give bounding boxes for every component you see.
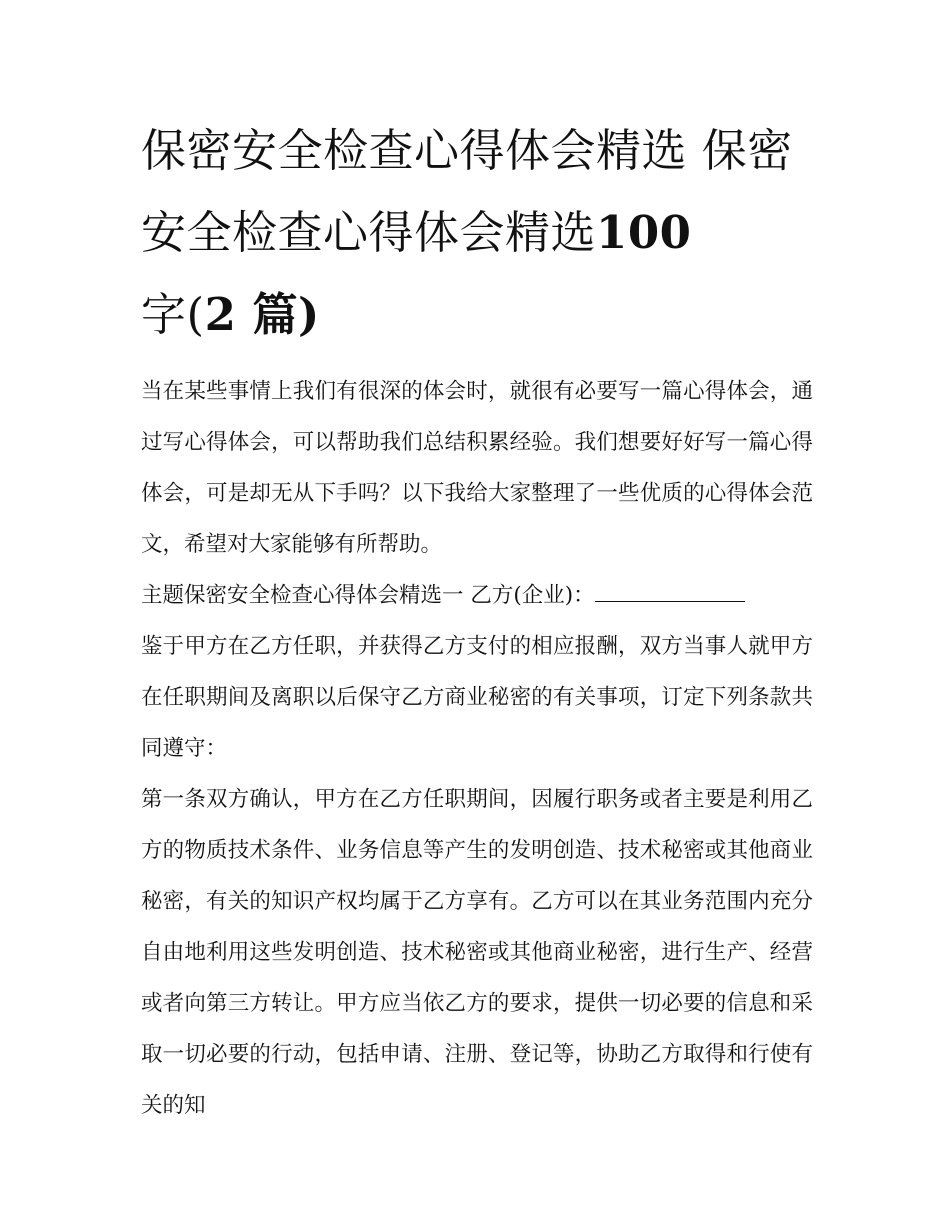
title-text-1: 保密安全检查心得体会精选 保密安全检查心得体会精选 <box>141 124 793 259</box>
article-one-paragraph: 第一条双方确认，甲方在乙方任职期间，因履行职务或者主要是利用乙方的物质技术条件、业务信息等产生的发明创造、技术秘密或其他商业秘密，有关的知识产权均属于乙方享有。乙方可以在其业务范围内充分自由地利用这些发明创造、技术秘密或其他商业秘密，进行生产、经营或者向第三方转让。甲方应当依乙方的要求，提供一切必要的信息和采取一切必要的行动，包括申请、注册、登记等，协助乙方取得和行使有关的知 <box>141 787 813 1118</box>
document-title <box>141 110 813 356</box>
title-number-2: 2 <box>204 288 237 341</box>
subject-line <box>141 570 813 621</box>
preamble-paragraph: 鉴于甲方在乙方任职，并获得乙方支付的相应报酬，双方当事人就甲方在任职期间及离职以后保守乙方商业秘密的有关事项，订定下列条款共同遵守： <box>141 634 813 761</box>
subject-text: 主题保密安全检查心得体会精选一 乙方(企业)： <box>141 583 595 608</box>
blank-underline <box>595 583 745 602</box>
title-number: 100 <box>596 206 692 259</box>
title-text-2: 字( <box>141 288 205 341</box>
document-body <box>141 366 813 1131</box>
title-text-3: 篇) <box>236 288 320 341</box>
document-page <box>141 110 813 1131</box>
intro-paragraph: 当在某些事情上我们有很深的体会时，就很有必要写一篇心得体会，通过写心得体会，可以帮助我们总结积累经验。我们想要好好写一篇心得体会，可是却无从下手吗？以下我给大家整理了一些优质的心得体会范文，希望对大家能够有所帮助。 <box>141 379 813 557</box>
